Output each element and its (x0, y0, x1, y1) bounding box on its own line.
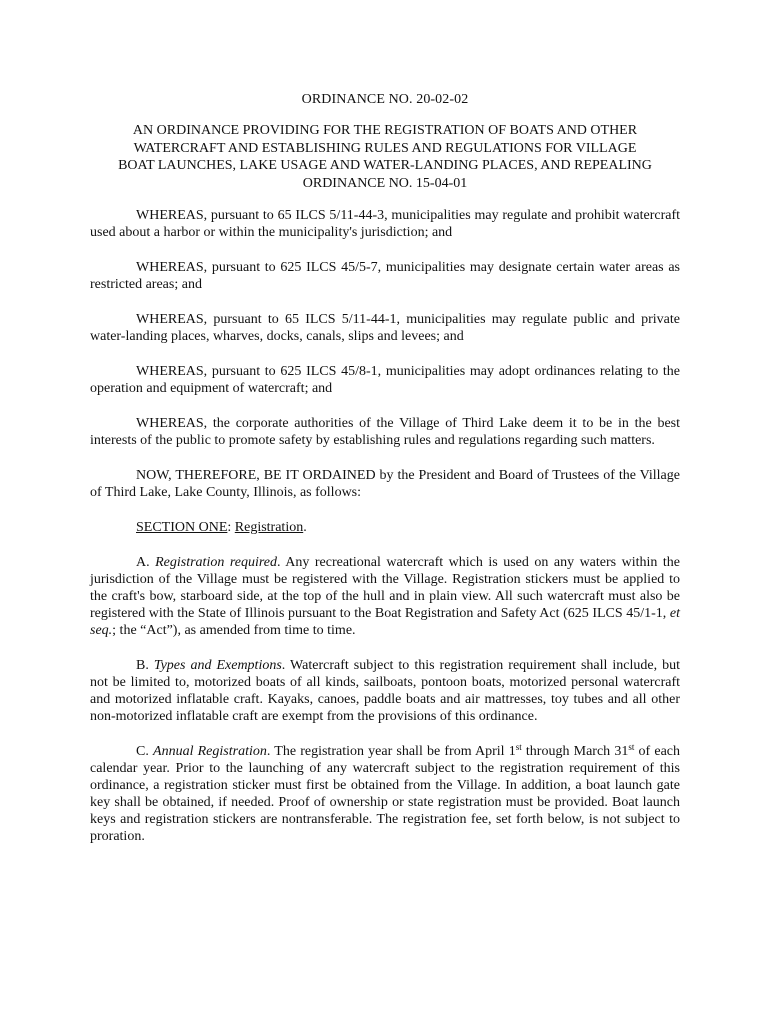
subsection-text: through March 31 (521, 744, 629, 759)
section-label: SECTION ONE (136, 520, 228, 535)
ordinal-suffix: st (515, 742, 522, 752)
subsection-letter: C. (136, 744, 154, 759)
ordinal-suffix: st (628, 742, 635, 752)
subsection-letter: A. (136, 555, 156, 570)
whereas-clause-1: WHEREAS, pursuant to 65 ILCS 5/11-44-3, municipalities may regulate and prohibit watercraft used about a harbor or within the municipality's jurisdiction; and (90, 208, 680, 240)
subsection-heading: Types and Exemptions (153, 658, 282, 673)
subsection-heading: Annual Registration (153, 744, 267, 759)
subsection-heading: Registration required (155, 555, 278, 570)
title-line: WATERCRAFT AND ESTABLISHING RULES AND REGULATIONS FOR VILLAGE (133, 140, 637, 156)
subsection-text: . Watercraft subject to this registration requirement shall include, but not be limited to, motorized boats of all kinds, sailboats, pontoon boats, motorized personal watercraft and motorized inflatable craft. Kayaks, canoes, paddle boats and air mattresses, toy tubes and all other non-motorized inflatable craft are exempt from the provisions of this ordinance. (90, 658, 680, 724)
whereas-clause-5: WHEREAS, the corporate authorities of the Village of Third Lake deem it to be in the best interests of the public to promote safety by establishing rules and regulations regarding such matters. (90, 416, 680, 448)
title-line: AN ORDINANCE PROVIDING FOR THE REGISTRATION OF BOATS AND OTHER (132, 123, 638, 138)
subsection-b (90, 657, 680, 725)
title-line: ORDINANCE NO. 15-04-01 (302, 175, 468, 191)
subsection-text: ; the “Act”), as amended from time to time. (112, 623, 356, 638)
subsection-text: of each calendar year. Prior to the launching of any watercraft subject to the registration requirement of this ordinance, a registration sticker must first be obtained from the Village. In addition, a boat launch gate key shall be obtained, if needed. Proof of ownership or state registration must be provided. Boat launch keys and registration stickers are nontransferable. The registration fee, set forth below, is not subject to proration. (90, 744, 681, 844)
subsection-text: . The registration year shall be from April 1 (266, 744, 516, 759)
ordained-clause: NOW, THEREFORE, BE IT ORDAINED by the President and Board of Trustees of the Village of Third Lake, Lake County, Illinois, as follows: (90, 468, 680, 500)
whereas-clause-4: WHEREAS, pursuant to 625 ILCS 45/8-1, municipalities may adopt ordinances relating to the operation and equipment of watercraft; and (90, 364, 680, 396)
whereas-clause-3: WHEREAS, pursuant to 65 ILCS 5/11-44-1, municipalities may regulate public and private water-landing places, wharves, docks, canals, slips and levees; and (90, 312, 680, 344)
subsection-text: . Any recreational watercraft which is used on any waters within the jurisdiction of the Village must be registered with the Village. Registration stickers must be applied to the craft's bow, starboard side, at the top of the hull and in plain view. All such watercraft must also be registered with the State of Illinois pursuant to the Boat Registration and Safety Act (625 ILCS 45/1-1, (90, 555, 680, 621)
subsection-letter: B. (136, 658, 154, 673)
section-title: Registration (234, 520, 304, 535)
whereas-clause-2: WHEREAS, pursuant to 625 ILCS 45/5-7, municipalities may designate certain water areas as restricted areas; and (90, 260, 680, 292)
title-line: BOAT LAUNCHES, LAKE USAGE AND WATER-LANDING PLACES, AND REPEALING (118, 158, 652, 173)
section-end: . (303, 520, 307, 535)
subsection-a (90, 554, 680, 639)
section-one-heading (136, 519, 680, 536)
ordinance-number: ORDINANCE NO. 20-02-02 (301, 92, 469, 107)
section-sep: : (227, 520, 235, 535)
subsection-c (90, 743, 680, 845)
et-seq: et seq. (90, 606, 680, 638)
ordinance-title (90, 122, 680, 192)
